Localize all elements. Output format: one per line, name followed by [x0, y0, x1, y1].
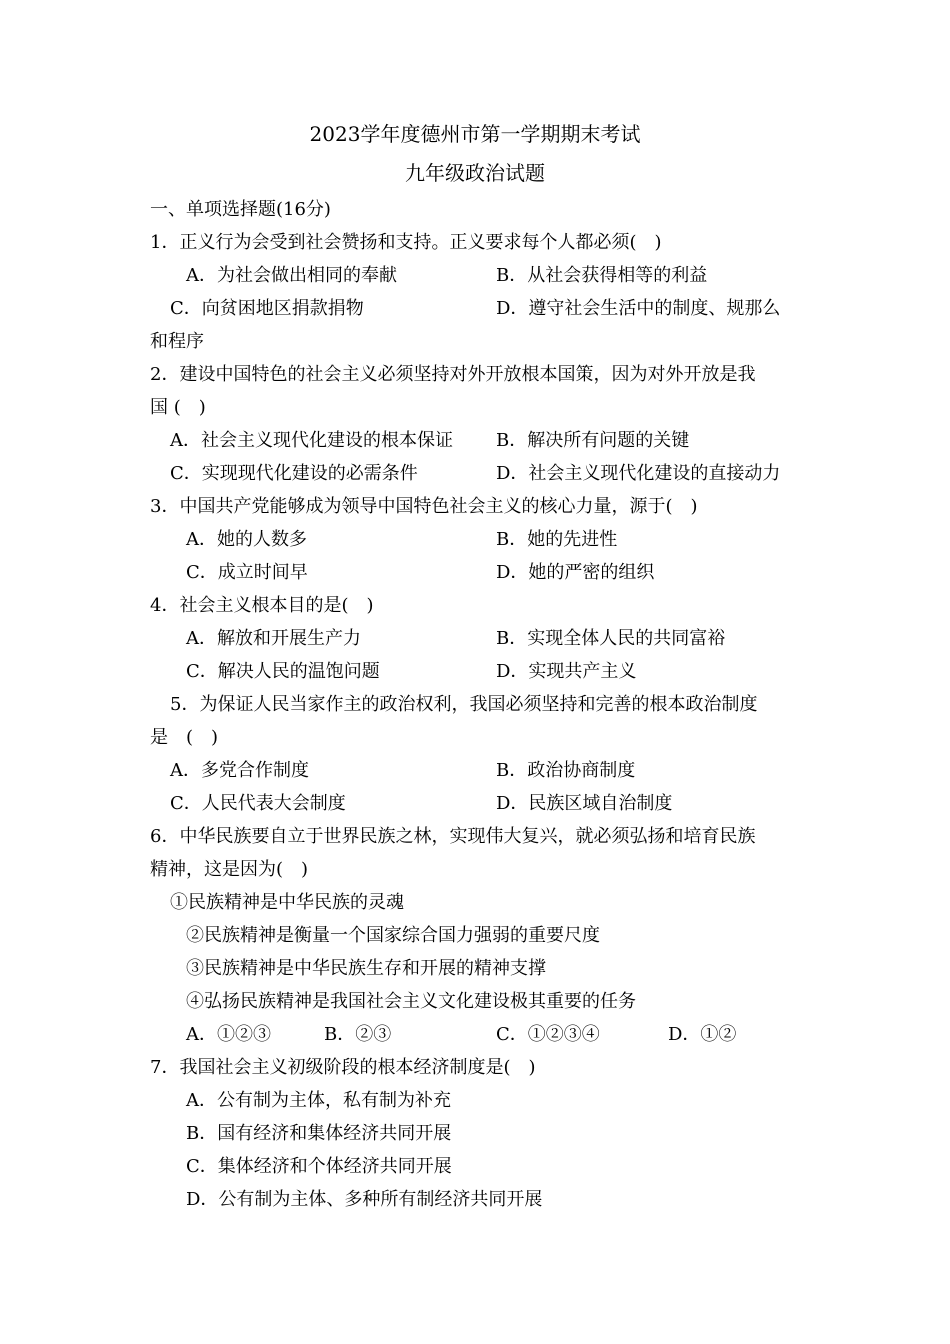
question-4-option-a: A．解放和开展生产力: [186, 628, 361, 649]
section-heading: 一、单项选择题(16分): [150, 199, 331, 220]
question-3-option-c: C．成立时间早: [186, 562, 308, 583]
question-4-option-c: C．解决人民的温饱问题: [186, 661, 380, 682]
question-7-option-c: C．集体经济和个体经济共同开展: [186, 1156, 452, 1177]
question-2-option-c: C．实现现代化建设的必需条件: [170, 463, 418, 484]
question-2-option-d: D．社会主义现代化建设的直接动力: [496, 463, 781, 484]
question-6-option-a: A．①②③: [186, 1024, 271, 1045]
question-2-option-a: A．社会主义现代化建设的根本保证: [170, 430, 453, 451]
question-1-option-b: B．从社会获得相等的利益: [496, 265, 708, 286]
question-7-option-a: A．公有制为主体，私有制为补充: [186, 1090, 451, 1111]
question-4-option-b: B．实现全体人民的共同富裕: [496, 628, 726, 649]
question-7-option-b: B．国有经济和集体经济共同开展: [186, 1123, 452, 1144]
question-2-stem-cont: 国 ( ): [150, 397, 206, 418]
page-title: 2023学年度德州市第一学期期末考试: [309, 122, 641, 146]
question-1-option-c: C．向贫困地区捐款捐物: [170, 298, 364, 319]
question-6-statement-2: ②民族精神是衡量一个国家综合国力强弱的重要尺度: [186, 925, 600, 946]
question-4-stem: 4．社会主义根本目的是( ): [150, 595, 374, 616]
question-7-stem: 7．我国社会主义初级阶段的根本经济制度是( ): [150, 1057, 536, 1078]
question-1-option-d-cont: 和程序: [150, 331, 204, 352]
question-5-option-a: A．多党合作制度: [170, 760, 309, 781]
question-6-option-b: B．②③: [324, 1024, 392, 1045]
question-2-option-b: B．解决所有问题的关键: [496, 430, 690, 451]
page-subtitle: 九年级政治试题: [405, 161, 545, 185]
question-5-option-c: C．人民代表大会制度: [170, 793, 346, 814]
question-5-option-b: B．政治协商制度: [496, 760, 636, 781]
question-6-statement-1: ①民族精神是中华民族的灵魂: [170, 892, 404, 913]
question-7-option-d: D．公有制为主体、多种所有制经济共同开展: [186, 1189, 543, 1210]
question-5-stem: 5．为保证人民当家作主的政治权利，我国必须坚持和完善的根本政治制度: [170, 694, 758, 715]
question-3-option-d: D．她的严密的组织: [496, 562, 655, 583]
question-2-stem: 2．建设中国特色的社会主义必须坚持对外开放根本国策，因为对外开放是我: [150, 364, 756, 385]
question-3-stem: 3．中国共产党能够成为领导中国特色社会主义的核心力量，源于( ): [150, 496, 698, 517]
question-6-stem-cont: 精神，这是因为( ): [150, 859, 309, 880]
question-3-option-b: B．她的先进性: [496, 529, 618, 550]
question-6-statement-3: ③民族精神是中华民族生存和开展的精神支撑: [186, 958, 546, 979]
question-6-option-c: C．①②③④: [496, 1024, 600, 1045]
question-5-stem-cont: 是 ( ): [150, 727, 219, 748]
question-6-option-d: D．①②: [668, 1024, 737, 1045]
question-1-option-a: A．为社会做出相同的奉献: [186, 265, 397, 286]
question-5-option-d: D．民族区域自治制度: [496, 793, 673, 814]
question-1-option-d: D．遵守社会生活中的制度、规那么: [496, 298, 781, 319]
question-6-stem: 6．中华民族要自立于世界民族之林，实现伟大复兴，就必须弘扬和培育民族: [150, 826, 756, 847]
question-3-option-a: A．她的人数多: [186, 529, 307, 550]
question-1-stem: 1．正义行为会受到社会赞扬和支持。正义要求每个人都必须( ): [150, 232, 662, 253]
question-6-statement-4: ④弘扬民族精神是我国社会主义文化建设极其重要的任务: [186, 991, 636, 1012]
question-4-option-d: D．实现共产主义: [496, 661, 637, 682]
